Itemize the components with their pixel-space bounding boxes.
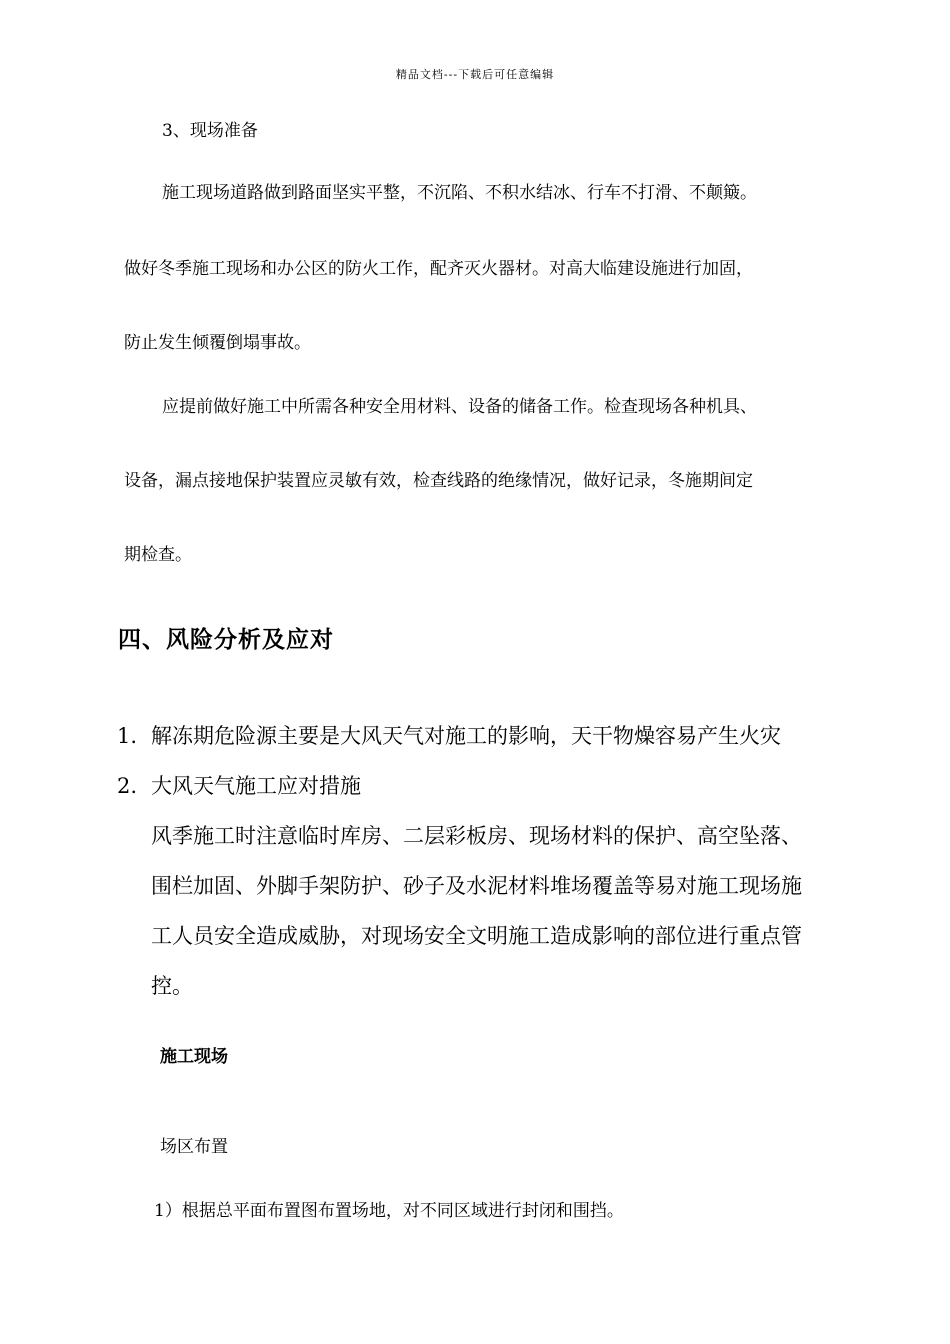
list-item <box>117 770 361 800</box>
list-item-text: 大风天气施工应对措施 <box>151 774 361 798</box>
site-subheading: 场区布置 <box>160 1137 228 1157</box>
list-item <box>117 720 781 750</box>
detail-line: 控。 <box>151 974 193 998</box>
section-4-heading: 四、风险分析及应对 <box>118 626 334 653</box>
list-item-text: 解冻期危险源主要是大风天气对施工的影响，天干物燥容易产生火灾 <box>151 724 781 748</box>
section-3-title: 3、现场准备 <box>162 121 258 141</box>
page-header: 精品文档---下载后可任意编辑 <box>395 68 555 81</box>
list-item-number: 1. <box>117 724 138 748</box>
detail-line: 风季施工时注意临时库房、二层彩板房、现场材料的保护、高空坠落、 <box>151 824 802 848</box>
list-item-number: 2. <box>117 774 138 798</box>
paragraph-line: 做好冬季施工现场和办公区的防火工作，配齐灭火器材。对高大临建设施进行加固， <box>124 259 753 279</box>
paragraph-line: 期检查。 <box>124 545 192 565</box>
paragraph-line: 防止发生倾覆倒塌事故。 <box>124 333 311 353</box>
paragraph-line: 施工现场道路做到路面坚实平整，不沉陷、不积水结冰、行车不打滑、不颠簸。 <box>162 183 757 203</box>
site-item: 1）根据总平面布置图布置场地，对不同区域进行封闭和围挡。 <box>154 1201 624 1221</box>
site-heading: 施工现场 <box>160 1047 228 1067</box>
paragraph-line: 应提前做好施工中所需各种安全用材料、设备的储备工作。检查现场各种机具、 <box>162 397 757 417</box>
detail-line: 工人员安全造成威胁，对现场安全文明施工造成影响的部位进行重点管 <box>151 924 802 948</box>
detail-line: 围栏加固、外脚手架防护、砂子及水泥材料堆场覆盖等易对施工现场施 <box>151 874 802 898</box>
paragraph-line: 设备，漏点接地保护装置应灵敏有效，检查线路的绝缘情况，做好记录，冬施期间定 <box>124 471 753 491</box>
